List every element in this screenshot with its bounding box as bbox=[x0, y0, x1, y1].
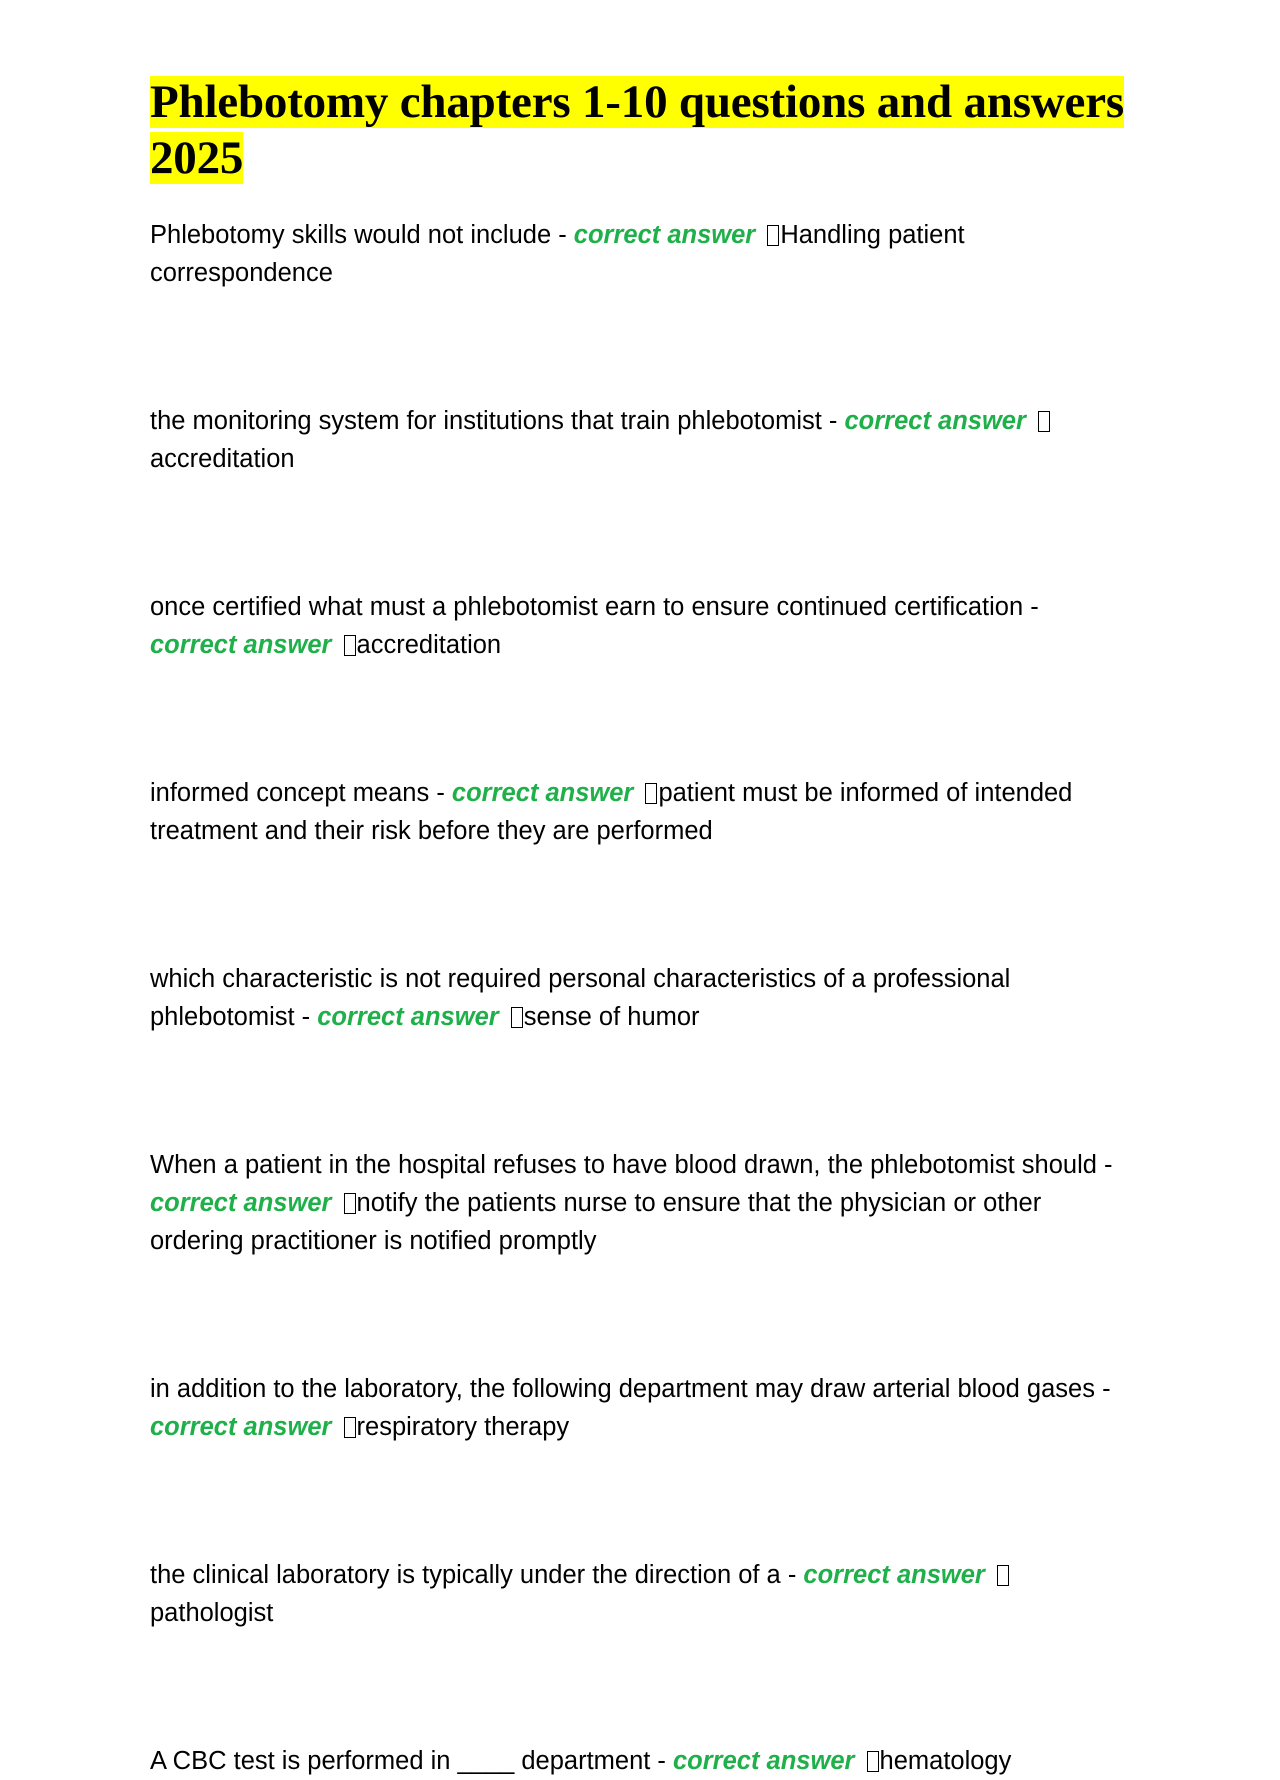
question-text: the monitoring system for institutions that train phlebotomist - bbox=[150, 407, 845, 435]
answer-text: Handling patient correspondence bbox=[150, 221, 965, 287]
answer-text: respiratory therapy bbox=[356, 1413, 570, 1441]
answer-text: accreditation bbox=[356, 631, 502, 659]
answer-text: sense of humor bbox=[523, 1003, 700, 1031]
qa-item bbox=[150, 1556, 1130, 1632]
question-text: in addition to the laboratory, the following department may draw arterial blood gases - bbox=[150, 1375, 1111, 1403]
correct-answer-label: correct answer bbox=[150, 1413, 332, 1441]
question-text: A CBC test is performed in ____ department - bbox=[150, 1747, 673, 1775]
missing-glyph-icon bbox=[344, 1417, 356, 1438]
correct-answer-label: correct answer bbox=[317, 1003, 499, 1031]
answer-text: hematology bbox=[879, 1747, 1012, 1775]
correct-answer-label: correct answer bbox=[673, 1747, 855, 1775]
page-title bbox=[150, 74, 1130, 186]
missing-glyph-icon bbox=[344, 635, 356, 656]
missing-glyph-icon bbox=[645, 783, 657, 804]
question-text: which characteristic is not required personal characteristics of a professional phlebotomist - bbox=[150, 965, 1011, 1031]
qa-item bbox=[150, 1370, 1130, 1446]
missing-glyph-icon bbox=[1038, 411, 1050, 432]
qa-item bbox=[150, 216, 1130, 292]
answer-text: accreditation bbox=[150, 445, 295, 473]
correct-answer-label: correct answer bbox=[844, 407, 1026, 435]
qa-item bbox=[150, 774, 1130, 850]
missing-glyph-icon bbox=[511, 1007, 523, 1028]
correct-answer-label: correct answer bbox=[451, 779, 634, 807]
question-text: the clinical laboratory is typically under the direction of a - bbox=[150, 1561, 804, 1589]
correct-answer-label: correct answer bbox=[573, 221, 756, 249]
correct-answer-label: correct answer bbox=[150, 631, 332, 659]
qa-item bbox=[150, 1742, 1130, 1780]
answer-text: pathologist bbox=[150, 1599, 274, 1627]
question-text: once certified what must a phlebotomist earn to ensure continued certification - bbox=[150, 593, 1039, 621]
question-text: When a patient in the hospital refuses to have blood drawn, the phlebotomist should - bbox=[150, 1151, 1113, 1179]
missing-glyph-icon bbox=[867, 1751, 879, 1772]
qa-item bbox=[150, 588, 1130, 664]
title-highlight: Phlebotomy chapters 1-10 questions and answers 2025 bbox=[150, 76, 1124, 184]
missing-glyph-icon bbox=[344, 1193, 356, 1214]
missing-glyph-icon bbox=[767, 225, 779, 246]
missing-glyph-icon bbox=[997, 1565, 1009, 1586]
question-text: informed concept means - bbox=[150, 779, 452, 807]
qa-list bbox=[150, 216, 1130, 1780]
question-text: Phlebotomy skills would not include - bbox=[150, 221, 574, 249]
document-page bbox=[150, 74, 1130, 1780]
correct-answer-label: correct answer bbox=[803, 1561, 985, 1589]
answer-text: notify the patients nurse to ensure that the physician or other ordering practitioner is notified promptly bbox=[150, 1189, 1042, 1255]
correct-answer-label: correct answer bbox=[150, 1189, 332, 1217]
answer-text: patient must be informed of intended treatment and their risk before they are performed bbox=[150, 779, 1073, 845]
qa-item bbox=[150, 960, 1130, 1036]
qa-item bbox=[150, 402, 1130, 478]
qa-item bbox=[150, 1146, 1130, 1260]
